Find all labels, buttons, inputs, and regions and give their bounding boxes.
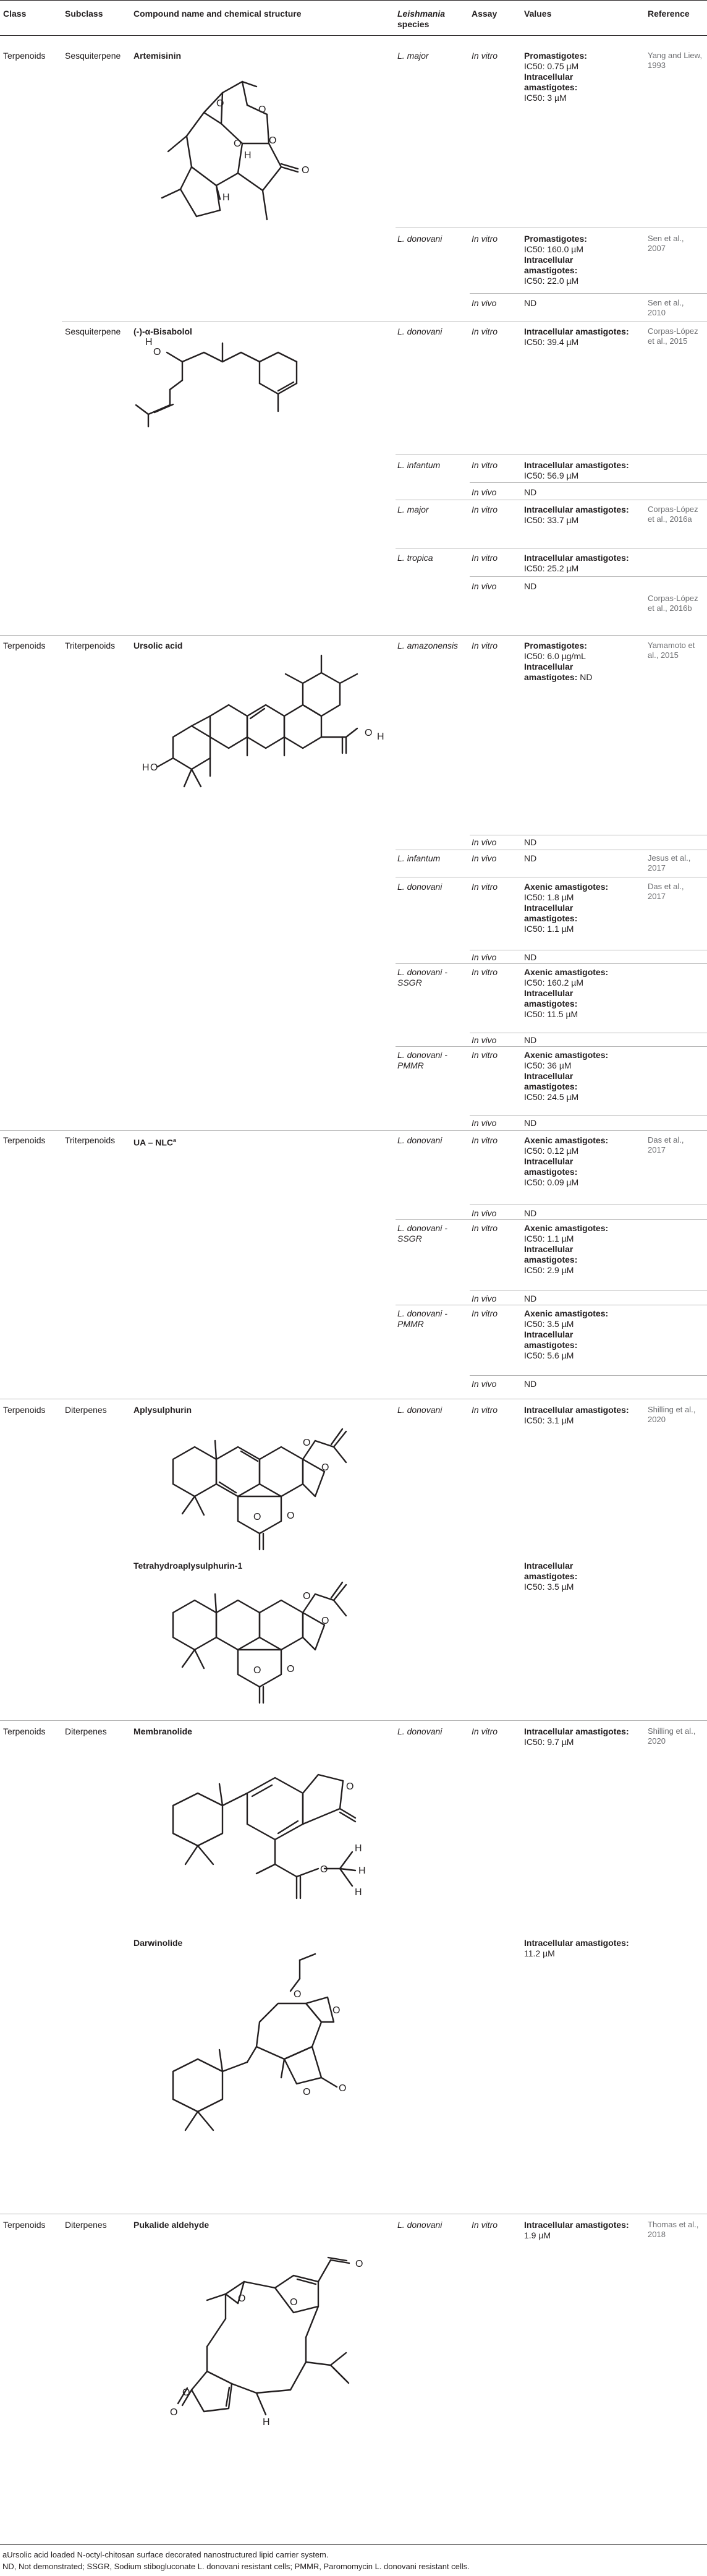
value-label: Intracellular: [524, 72, 574, 82]
atom-o: O: [269, 135, 277, 146]
reference: Corpas-López et al., 2015: [648, 326, 698, 346]
value-nd: ND: [524, 298, 537, 308]
values-cell: [524, 1726, 641, 1747]
atom-o: O: [303, 1591, 311, 1601]
reference: Sen et al., 2007: [648, 234, 684, 253]
species: L. donovani: [397, 1726, 442, 1736]
species: L. donovani -: [397, 1223, 447, 1233]
assay: In vitro: [472, 326, 498, 336]
assay: In vitro: [472, 641, 498, 650]
value-label: amastigotes:: [524, 999, 578, 1009]
assay: In vivo: [472, 837, 497, 847]
value-ic50: IC50: 160.0 µM: [524, 244, 584, 254]
value-nd: ND: [524, 1118, 537, 1128]
darwinolide-structure: [136, 1954, 396, 2177]
atom-o: O: [346, 1781, 354, 1792]
species: L. donovani: [397, 1135, 442, 1145]
atom-o: O: [216, 98, 224, 109]
atom-o: O: [150, 762, 158, 773]
assay: In vivo: [472, 1208, 497, 1218]
table-bottom-rule: [0, 2544, 707, 2545]
value-ic50: IC50: 33.7 µM: [524, 515, 579, 525]
reference: Shilling et al., 2020: [648, 1405, 696, 1424]
assay: In vivo: [472, 952, 497, 962]
assay: In vitro: [472, 1308, 498, 1318]
atom-o: O: [365, 728, 373, 738]
value-label: Axenic amastigotes:: [524, 882, 609, 892]
value-label: amastigotes:: [524, 82, 578, 92]
species: L. donovani -: [397, 1050, 447, 1060]
tetrahydroaplysulphurin-structure: [136, 1576, 358, 1712]
reference: Corpas-López et al., 2016a: [648, 505, 698, 524]
value-label: Axenic amastigotes:: [524, 1308, 609, 1318]
compound-name-text: UA – NLC: [133, 1137, 174, 1148]
row-rule: [0, 1720, 707, 1721]
row-subclass: Diterpenes: [65, 1405, 107, 1415]
value-ic50: IC50: 1.1 µM: [524, 1234, 574, 1243]
values-cell: [524, 460, 641, 481]
value-label: Intracellular: [524, 1244, 574, 1254]
value-ic50: IC50: 0.75 µM: [524, 61, 579, 71]
assay: In vitro: [472, 51, 498, 61]
atom-h: H: [222, 192, 230, 203]
atom-o: O: [234, 139, 242, 149]
value-label: Intracellular: [524, 903, 574, 913]
row-class: Terpenoids: [3, 51, 46, 61]
value-ic50: 11.2 µM: [524, 1948, 555, 1958]
header-species-line2: species: [397, 19, 430, 29]
values-cell: [524, 1938, 641, 1959]
atom-o: O: [303, 1438, 311, 1448]
atom-o: O: [253, 1665, 261, 1676]
atom-h: H: [355, 1843, 362, 1854]
compound-name: Pukalide aldehyde: [133, 2220, 210, 2230]
values-cell: [524, 234, 641, 286]
footnote-a: aUrsolic acid loaded N-octyl-chitosan surface decorated nanostructured lipid carrier system.: [2, 2550, 329, 2559]
value-label: Intracellular amastigotes:: [524, 505, 629, 514]
atom-o: O: [253, 1512, 261, 1522]
atom-o: O: [287, 1511, 295, 1521]
header-compound: Compound name and chemical structure: [133, 9, 302, 19]
values-cell: [524, 553, 641, 574]
row-rule: [396, 1046, 707, 1047]
header-reference: Reference: [648, 9, 690, 19]
atom-o: O: [339, 2083, 347, 2094]
value-ic50: IC50: 39.4 µM: [524, 337, 579, 347]
value-nd: ND: [524, 837, 537, 847]
row-rule: [470, 482, 707, 483]
row-subclass: Sesquiterpene: [65, 326, 121, 336]
reference: Jesus et al., 2017: [648, 853, 691, 872]
row-subclass: Diterpenes: [65, 1726, 107, 1736]
atom-o: O: [321, 1462, 329, 1473]
value-ic50: IC50: 6.0 µg/mL: [524, 651, 586, 661]
value-label: Intracellular amastigotes:: [524, 553, 629, 563]
atom-o: O: [258, 104, 266, 115]
row-subclass: Triterpenoids: [65, 641, 116, 650]
row-class: Terpenoids: [3, 1726, 46, 1736]
compound-name: Tetrahydroaplysulphurin-1: [133, 1561, 243, 1571]
value-nd: ND: [580, 672, 593, 682]
value-nd: ND: [524, 1035, 537, 1045]
value-ic50: IC50: 1.1 µM: [524, 924, 574, 934]
species-strain: SSGR: [397, 1234, 422, 1243]
value-label: Intracellular amastigotes:: [524, 1405, 629, 1415]
values-cell: [524, 1308, 641, 1361]
row-subclass: Sesquiterpene: [65, 51, 121, 61]
species: L. major: [397, 51, 429, 61]
footnote-marker: a: [173, 1137, 177, 1143]
value-ic50: IC50: 2.9 µM: [524, 1265, 574, 1275]
row-rule: [470, 1375, 707, 1376]
value-label: amastigotes:: [524, 1081, 578, 1091]
value-ic50: IC50: 22.0 µM: [524, 276, 579, 286]
atom-h: H: [358, 1866, 366, 1876]
species: L. donovani: [397, 2220, 442, 2230]
atom-o: O: [153, 347, 161, 357]
reference: Das et al., 2017: [648, 1135, 684, 1154]
assay: In vivo: [472, 581, 497, 591]
header-assay: Assay: [472, 9, 497, 19]
value-label: Promastigotes:: [524, 234, 587, 244]
value-label: Intracellular: [524, 1561, 574, 1571]
value-label: Axenic amastigotes:: [524, 1135, 609, 1145]
reference: Shilling et al., 2020: [648, 1726, 696, 1746]
assay: In vivo: [472, 487, 497, 497]
values-cell: [524, 882, 641, 934]
species: L. donovani: [397, 326, 442, 336]
value-ic50: IC50: 11.5 µM: [524, 1009, 578, 1019]
value-ic50: IC50: 9.7 µM: [524, 1737, 574, 1747]
assay: In vivo: [472, 1379, 497, 1389]
assay: In vitro: [472, 2220, 498, 2230]
reference: Corpas-López et al., 2016b: [648, 594, 698, 613]
row-rule: [470, 293, 707, 294]
artemisinin-structure: [130, 68, 315, 278]
species: L. infantum: [397, 460, 441, 470]
values-cell: [524, 1223, 641, 1276]
value-nd: ND: [524, 1379, 537, 1389]
value-label: amastigotes:: [524, 913, 578, 923]
atom-h: H: [355, 1887, 362, 1898]
species: L. donovani: [397, 234, 442, 244]
value-ic50: IC50: 24.5 µM: [524, 1092, 579, 1102]
compound-name: (-)-α-Bisabolol: [133, 326, 192, 336]
value-ic50: IC50: 5.6 µM: [524, 1350, 574, 1360]
row-rule: [470, 1115, 707, 1116]
atom-o: O: [320, 1864, 328, 1875]
value-ic50: IC50: 25.2 µM: [524, 563, 579, 573]
row-class: Terpenoids: [3, 1135, 46, 1145]
values-cell: [524, 1050, 641, 1102]
values-cell: [524, 2220, 641, 2241]
bisabolol-structure: [136, 334, 396, 427]
value-label: amastigotes:: [524, 1255, 578, 1265]
value-ic50: IC50: 56.9 µM: [524, 471, 579, 480]
atom-o: O: [303, 2087, 311, 2097]
row-rule: [0, 635, 707, 636]
atom-o: O: [238, 2293, 246, 2304]
values-cell: [524, 51, 641, 103]
ursolic-acid-structure: [130, 649, 389, 835]
atom-o: O: [294, 1989, 302, 2000]
value-label: Axenic amastigotes:: [524, 967, 609, 977]
row-rule: [396, 1219, 707, 1220]
values-cell: [524, 1135, 641, 1188]
atom-o: O: [170, 2407, 178, 2418]
compound-name: Artemisinin: [133, 51, 182, 61]
header-rule: [0, 35, 707, 36]
atom-h: H: [142, 762, 150, 773]
value-label: amastigotes:: [524, 1571, 578, 1581]
atom-h: H: [377, 731, 384, 742]
assay: In vitro: [472, 1135, 498, 1145]
value-ic50: IC50: 160.2 µM: [524, 978, 584, 987]
compound-name: [133, 1135, 176, 1148]
reference: Yamamoto et al., 2015: [648, 641, 695, 660]
assay: In vitro: [472, 1050, 498, 1060]
value-ic50: IC50: 0.12 µM: [524, 1146, 579, 1156]
row-class: Terpenoids: [3, 2220, 46, 2230]
assay: In vitro: [472, 882, 498, 892]
compound-name: Darwinolide: [133, 1938, 183, 1948]
atom-o: O: [332, 2005, 341, 2016]
value-label: Intracellular amastigotes:: [524, 326, 629, 336]
assay: In vitro: [472, 505, 498, 514]
values-cell: [524, 967, 641, 1020]
value-ic50: IC50: 3.5 µM: [524, 1582, 574, 1592]
value-nd: ND: [524, 853, 537, 863]
atom-o: O: [355, 2259, 363, 2269]
value-label: amastigotes:: [524, 672, 578, 682]
assay: In vivo: [472, 1118, 497, 1128]
table-top-rule: [0, 0, 707, 1]
row-class: Terpenoids: [3, 641, 46, 650]
species-strain: PMMR: [397, 1319, 424, 1329]
value-ic50: IC50: 3.5 µM: [524, 1319, 574, 1329]
footnote-abbreviations: ND, Not demonstrated; SSGR, Sodium stibogluconate L. donovani resistant cells; PMMR, Paromomycin L. donovani resistant cells.: [2, 2562, 470, 2571]
value-label: Intracellular: [524, 1071, 574, 1081]
value-label: Axenic amastigotes:: [524, 1050, 609, 1060]
value-label: Intracellular: [524, 988, 574, 998]
header-class: Class: [3, 9, 27, 19]
row-subclass: Diterpenes: [65, 2220, 107, 2230]
atom-o: O: [290, 2297, 298, 2308]
assay: In vitro: [472, 1223, 498, 1233]
atom-o: O: [287, 1664, 295, 1674]
value-label: Intracellular: [524, 662, 574, 672]
assay: In vitro: [472, 553, 498, 563]
value-ic50: IC50: 3 µM: [524, 93, 567, 103]
assay: In vitro: [472, 1726, 498, 1736]
values-cell: [524, 505, 641, 526]
value-nd: ND: [524, 1208, 537, 1218]
species-strain: SSGR: [397, 978, 422, 987]
assay: In vitro: [472, 234, 498, 244]
pukalide-aldehyde-structure: [133, 2232, 405, 2480]
values-cell: [524, 1561, 641, 1592]
compound-name: Membranolide: [133, 1726, 192, 1736]
species: L. tropica: [397, 553, 433, 563]
row-rule: [470, 576, 707, 577]
values-cell: [524, 326, 641, 348]
species: L. major: [397, 505, 429, 514]
values-cell: [524, 641, 641, 683]
reference: Das et al., 2017: [648, 882, 684, 901]
atom-o: O: [182, 2387, 190, 2398]
assay: In vivo: [472, 1294, 497, 1303]
value-label: amastigotes:: [524, 265, 578, 275]
atom-o: O: [302, 165, 310, 176]
value-ic50: IC50: 1.8 µM: [524, 892, 574, 902]
value-label: amastigotes:: [524, 1340, 578, 1350]
species: L. donovani: [397, 1405, 442, 1415]
value-label: Intracellular amastigotes:: [524, 1938, 629, 1948]
atom-h: H: [244, 150, 252, 161]
header-values: Values: [524, 9, 552, 19]
value-nd: ND: [524, 581, 537, 591]
assay: In vivo: [472, 1035, 497, 1045]
species: L. donovani: [397, 882, 442, 892]
assay: In vivo: [472, 853, 497, 863]
value-label: Intracellular amastigotes:: [524, 2220, 629, 2230]
atom-o: O: [321, 1616, 329, 1626]
values-cell: [524, 1405, 641, 1426]
header-subclass: Subclass: [65, 9, 103, 19]
value-label: Intracellular amastigotes:: [524, 1726, 629, 1736]
value-label: Promastigotes:: [524, 51, 587, 61]
header-species-line1: Leishmania: [397, 9, 446, 19]
species: L. donovani -: [397, 967, 447, 977]
compound-name: Ursolic acid: [133, 641, 183, 650]
value-ic50: IC50: 36 µM: [524, 1060, 572, 1070]
assay: In vivo: [472, 298, 497, 308]
value-label: Intracellular amastigotes:: [524, 460, 629, 470]
species-strain: PMMR: [397, 1060, 424, 1070]
species: L. infantum: [397, 853, 441, 863]
assay: In vitro: [472, 460, 498, 470]
value-nd: ND: [524, 1294, 537, 1303]
value-label: Promastigotes:: [524, 641, 587, 650]
reference: Sen et al., 2010: [648, 298, 684, 317]
species: L. donovani -: [397, 1308, 447, 1318]
value-label: Intracellular: [524, 1329, 574, 1339]
assay: In vitro: [472, 967, 498, 977]
value-label: amastigotes:: [524, 1167, 578, 1177]
value-label: Axenic amastigotes:: [524, 1223, 609, 1233]
row-rule: [0, 1130, 707, 1131]
compound-name: Aplysulphurin: [133, 1405, 192, 1415]
value-nd: ND: [524, 487, 537, 497]
aplysulphurin-structure: [136, 1416, 358, 1558]
value-ic50: 1.9 µM: [524, 2230, 551, 2240]
value-label: Intracellular: [524, 1156, 574, 1166]
value-nd: ND: [524, 952, 537, 962]
reference: Yang and Liew, 1993: [648, 51, 702, 70]
species: L. amazonensis: [397, 641, 459, 650]
value-ic50: IC50: 0.09 µM: [524, 1177, 579, 1187]
row-subclass: Triterpenoids: [65, 1135, 116, 1145]
value-label: Intracellular: [524, 255, 574, 265]
atom-h: H: [263, 2417, 270, 2428]
reference: Thomas et al., 2018: [648, 2220, 699, 2239]
value-ic50: IC50: 3.1 µM: [524, 1415, 574, 1425]
row-rule: [396, 963, 707, 964]
assay: In vitro: [472, 1405, 498, 1415]
atom-h: H: [145, 337, 153, 348]
membranolide-structure: [136, 1738, 396, 1923]
row-class: Terpenoids: [3, 1405, 46, 1415]
